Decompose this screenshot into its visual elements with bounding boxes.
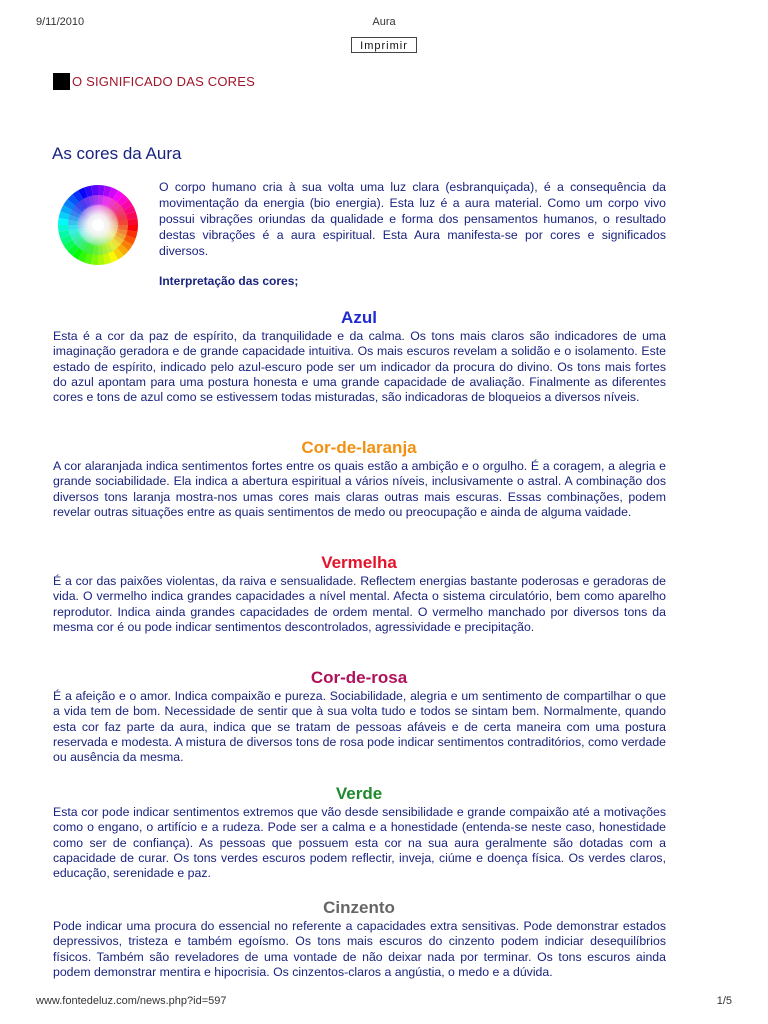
footer-url: www.fontedeluz.com/news.php?id=597 (36, 995, 227, 1007)
footer-page-number: 1/5 (716, 995, 732, 1007)
color-text-cinzento: Pode indicar uma procura do essencial no referente a capacidades extra sensitivas. Pode demonstrar estados depressivos, tristeza e também egoísmo. Os tons mais escuros do cinzento podem indiciar desequilíbrios físicos. Também são reveladores de uma vontade de não deixar nada por terminar. Os tons escuros ainda podem demonstrar mentira e hipocrisia. Os cinzentos-claros a angústia, o medo e a dúvida. (53, 919, 666, 979)
color-title-azul: Azul (341, 308, 377, 327)
print-title: Aura (372, 16, 396, 28)
color-text-laranja: A cor alaranjada indica sentimentos fortes entre os quais estão a ambição e o orgulho. É a coragem, a alegria e grande sociabilidade. Ela indica a abertura espiritual a vários níveis, inclusivamente o astral. A combinação dos diversos tons laranja mostra-nos umas cores mais claras outras mais escuras. Essas combinações, podem revelar outras situações entre as quais sentimentos de medo ou preocupação e ainda de alguma vaidade. (53, 459, 666, 519)
aura-color-wheel-image (53, 178, 143, 272)
interpretation-label: Interpretação das cores; (159, 274, 299, 288)
color-text-verde: Esta cor pode indicar sentimentos extremos que vão desde sensibilidade e grande compaixão até a motivações como o engano, o artifício e a rudeza. Pode ser a calma e a honestidade (entenda-se neste caso, honestidade como ser de confiança). As pessoas que possuem esta cor na sua aura geralmente são dotadas com a capacidade de curar. Os tons verdes escuros podem reflectir, inveja, ciúme e doença física. Os verdes claros, educação, serenidade e paz. (53, 805, 666, 881)
color-title-laranja: Cor-de-laranja (301, 438, 417, 457)
section-heading-text: O SIGNIFICADO DAS CORES (72, 73, 256, 89)
color-text-azul: Esta é a cor da paz de espírito, da tranquilidade e da calma. Os tons mais claros são indicadores de uma imaginação geradora e de grande capacidade intuitiva. Os mais escuros revelam a solidão e o isolamento. Este estado de espírito, indicado pelo azul-escuro pode ser um indicador da procura do divino. Os tons mais fortes do azul apontam para uma postura honesta e uma grande capacidade de avaliação. Finalmente as diferentes cores e tons de azul como se estivessem todas misturadas, são indicadoras de bloqueios a diversos níveis. (53, 329, 666, 405)
print-footer (36, 995, 732, 1009)
color-title-cinzento: Cinzento (323, 898, 395, 917)
color-text-vermelha: É a cor das paixões violentas, da raiva e sensualidade. Reflectem energias bastante poderosas e geradoras de vida. O vermelho indica grandes capacidades a nível mental. Afecta o sistema circulatório, bem como aparelho reprodutor. Indica ainda grandes capacidades de ordem mental. O vermelho manchado por diversos tons da mesma cor é ou pode indicar sentimentos descontrolados, agressividade e precipitação. (53, 574, 666, 634)
print-button[interactable]: Imprimir (351, 37, 417, 53)
color-text-rosa: É a afeição e o amor. Indica compaixão e pureza. Sociabilidade, alegria e um sentimento de compartilhar o que a vida tem de bom. Necessidade de sentir que à sua volta tudo e todos se sintam bem. Normalmente, quando esta cor faz parte da aura, indica que se tratam de pessoas afáveis e de certa maneira com uma postura reservada e modesta. A mistura de diversos tons de rosa pode indicar sentimentos contraditórios, como verdade ou ausência da mesma. (53, 689, 666, 765)
section-heading (53, 72, 255, 90)
print-date: 9/11/2010 (36, 16, 85, 28)
color-title-verde: Verde (335, 784, 383, 803)
intro-paragraph: O corpo humano cria à sua volta uma luz clara (esbranquiçada), é a consequência da movimentação da energia (bio energia). Esta luz é a aura material. Como um corpo vivo possui vibrações oriundas da qualidade e forma dos pensamentos humanos, o resultado destas vibrações é a aura espiritual. Esta Aura manifesta-se por cores e significados diversos. (159, 180, 666, 258)
black-block-icon (53, 73, 70, 90)
color-title-vermelha: Vermelha (321, 553, 397, 572)
page-title: As cores da Aura (52, 144, 182, 163)
color-title-rosa: Cor-de-rosa (310, 668, 408, 687)
